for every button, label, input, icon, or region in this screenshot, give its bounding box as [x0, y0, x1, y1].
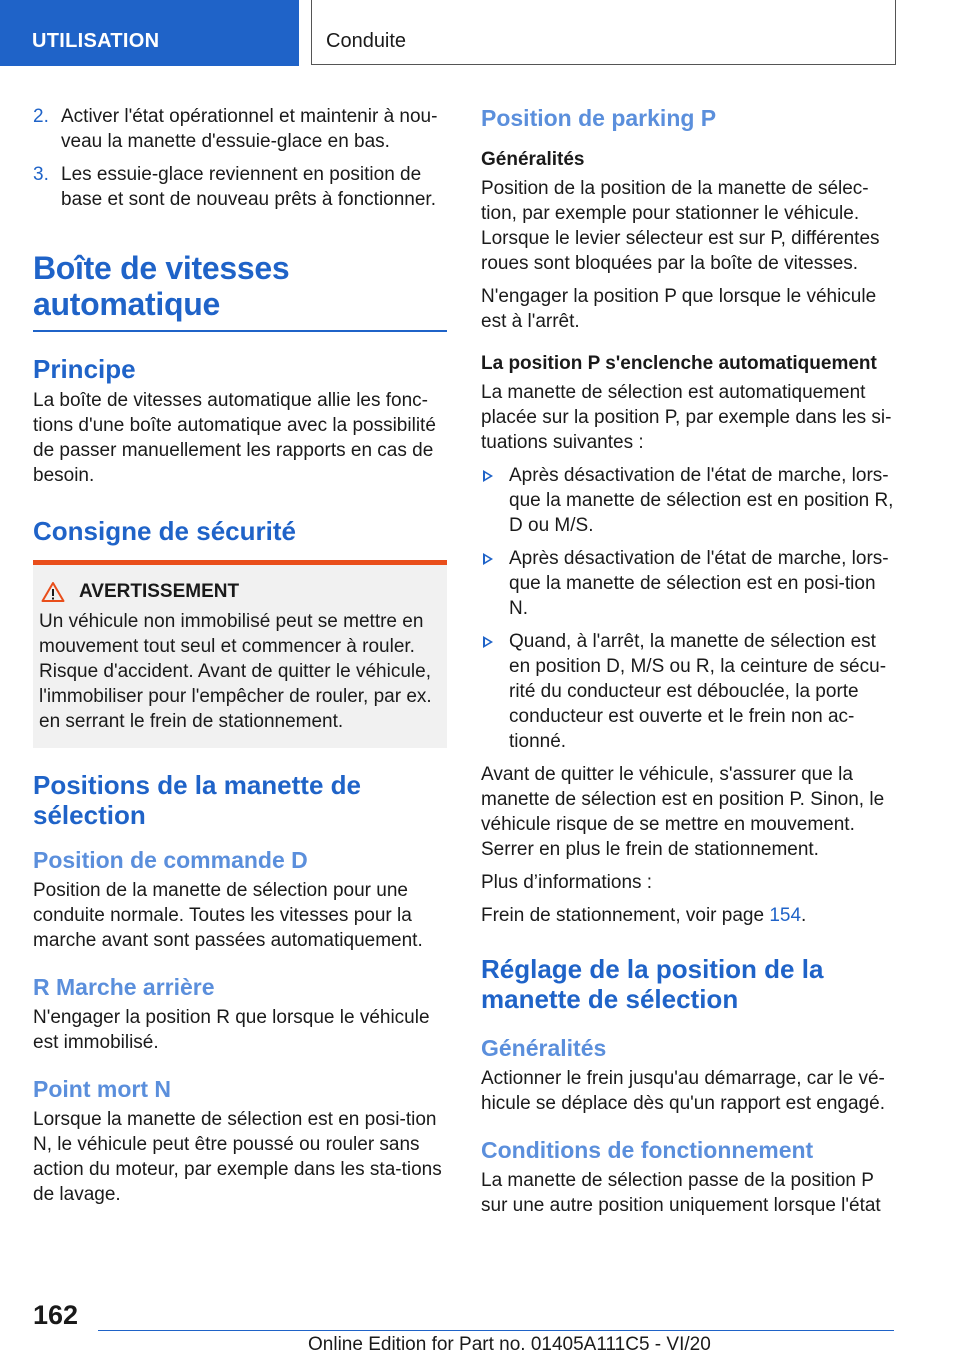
- footer-edition: Online Edition for Part no. 01405A111C5 - VI/20: [308, 1334, 711, 1355]
- section-heading-principe: Principe: [33, 354, 136, 384]
- paragraph: Position de la manette de sélection pour une conduite normale. Toutes les vitesses pour la marche avant sont passées automatiquement.: [33, 880, 423, 951]
- paragraph: La manette de sélection passe de la position P sur une autre position uniquement lorsque l'état: [481, 1170, 881, 1216]
- warning-header: [41, 581, 441, 603]
- page-number: 162: [33, 1300, 79, 1330]
- list-item: [481, 546, 895, 621]
- minor-heading-auto: La position P s'enclenche automatiquement: [481, 353, 877, 374]
- chapter-title: Boîte de vitesses automatique: [33, 250, 290, 322]
- step-number: 2.: [33, 106, 49, 127]
- cross-reference: [481, 903, 895, 928]
- list-item: [481, 629, 895, 754]
- section-heading-positions: Positions de la manette de sélection: [33, 770, 361, 830]
- paragraph: Position de la position de la manette de sélec-tion, par exemple pour stationner le véhicule. Lorsque le levier sélecteur est sur P, différentes roues sont bloquées par la boîte de vitesses.: [481, 178, 880, 274]
- bullet-text: Après désactivation de l'état de marche, lors-que la manette de sélection est en posi-tion N.: [509, 548, 889, 619]
- paragraph: Lorsque la manette de sélection est en posi-tion N, le véhicule peut être poussé ou rouler sans action du moteur, par exemple dans les sta-tions de lavage.: [33, 1109, 442, 1205]
- bullet-text: Quand, à l'arrêt, la manette de sélection est en position D, M/S ou R, la ceinture de sécu-rité du conducteur est débouclée, la porte conducteur est ouverte et le frein non ac-tionné.: [509, 631, 887, 752]
- paragraph: Plus d’informations :: [481, 872, 653, 893]
- reference-text: Frein de stationnement, voir page: [481, 905, 770, 926]
- subheading-conditions: Conditions de fonctionnement: [481, 1137, 814, 1163]
- list-item: [33, 162, 447, 212]
- paragraph: N'engager la position P que lorsque le véhicule est à l'arrêt.: [481, 286, 877, 332]
- paragraph: La boîte de vitesses automatique allie les fonc-tions d'une boîte automatique avec la possibilité de passer manuellement les rapports en cas de besoin.: [33, 390, 436, 486]
- warning-title: AVERTISSEMENT: [79, 581, 240, 602]
- subheading-d: Position de commande D: [33, 847, 308, 873]
- step-text: Les essuie-glace reviennent en position de base et sont de nouveau prêts à fonctionner.: [61, 164, 436, 210]
- triangle-bullet-icon: [483, 636, 493, 648]
- section-heading-reglage: Réglage de la position de la manette de sélection: [481, 954, 824, 1014]
- header-chapter-label: Conduite: [326, 30, 407, 52]
- paragraph: La manette de sélection est automatiquement placée sur la position P, par exemple dans les si-tuations suivantes :: [481, 382, 892, 453]
- header-section-tab: [0, 0, 299, 66]
- subheading-generalites: Généralités: [481, 1035, 607, 1061]
- reference-end: .: [801, 905, 807, 926]
- header-chapter-tab: [311, 0, 896, 65]
- list-item: [33, 104, 447, 154]
- triangle-bullet-icon: [483, 553, 493, 565]
- footer-divider: [98, 1330, 894, 1331]
- subheading-r: R Marche arrière: [33, 974, 215, 1000]
- triangle-bullet-icon: [483, 470, 493, 482]
- bullet-text: Après désactivation de l'état de marche, lors-que la manette de sélection est en position R, D ou M/S.: [509, 465, 894, 536]
- paragraph: N'engager la position R que lorsque le véhicule est immobilisé.: [33, 1007, 430, 1053]
- paragraph: Actionner le frein jusqu'au démarrage, car le vé-hicule se déplace dès qu'un rapport est engagé.: [481, 1068, 885, 1114]
- subheading-parking: Position de parking P: [481, 105, 717, 131]
- warning-triangle-icon: [41, 581, 65, 603]
- subheading-n: Point mort N: [33, 1076, 171, 1102]
- section-heading-securite: Consigne de sécurité: [33, 516, 296, 546]
- step-number: 3.: [33, 164, 49, 185]
- step-text: Activer l'état opérationnel et maintenir à nou-veau la manette d'essuie-glace en bas.: [61, 106, 438, 152]
- left-column: [33, 104, 447, 1215]
- minor-heading-generalites: Généralités: [481, 149, 585, 170]
- warning-box: [33, 560, 447, 748]
- list-item: [481, 463, 895, 538]
- title-divider: [33, 330, 447, 332]
- page-link[interactable]: 154: [769, 905, 802, 926]
- header-section-label: UTILISATION: [32, 30, 160, 52]
- warning-text: Un véhicule non immobilisé peut se mettre en mouvement tout seul et commencer à rouler. Risque d'accident. Avant de quitter le véhicule, l'immobiliser pour l'empêcher de rouler, par ex. en serrant le frein de stationnement.: [39, 611, 432, 732]
- paragraph: Avant de quitter le véhicule, s'assurer que la manette de sélection est en position P. Sinon, le véhicule risque de se mettre en mouvement. Serrer en plus le frein de stationnement.: [481, 764, 885, 860]
- right-column: [481, 104, 895, 1226]
